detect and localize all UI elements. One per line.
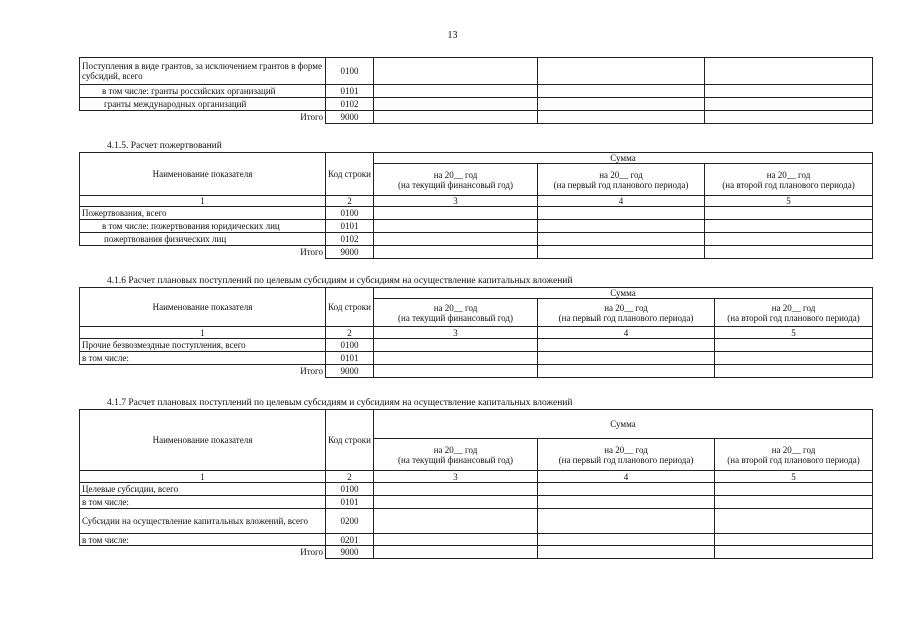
table-cell-empty	[715, 365, 873, 378]
table-cell-empty	[538, 509, 715, 534]
total-label: Итого	[80, 365, 326, 378]
header-year-plan2: на 20__ год (на второй год планового периода)	[715, 439, 873, 471]
column-number: 4	[538, 327, 715, 339]
column-number: 3	[374, 471, 538, 483]
table-cell-empty	[538, 98, 705, 111]
table-cell-code: 0200	[326, 509, 374, 534]
table-cell-empty	[374, 509, 538, 534]
header-sum: Сумма	[374, 153, 873, 164]
table-cell-empty	[538, 220, 705, 233]
total-code: 9000	[326, 546, 374, 559]
header-sum: Сумма	[374, 410, 873, 439]
table-cell-empty	[374, 365, 538, 378]
header-code: Код строки	[326, 153, 374, 196]
table-cell-empty	[715, 546, 873, 559]
header-year-current: на 20__ год (на текущий финансовый год)	[374, 299, 538, 327]
total-code: 9000	[326, 246, 374, 259]
table-cell-empty	[538, 58, 705, 85]
column-number: 3	[374, 196, 538, 207]
header-year-current: на 20__ год (на текущий финансовый год)	[374, 439, 538, 471]
table-cell-empty	[705, 233, 873, 246]
table-cell-code: 0201	[326, 534, 374, 546]
column-number: 4	[538, 196, 705, 207]
table-cell-code: 0100	[326, 339, 374, 352]
total-code: 9000	[326, 365, 374, 378]
table-cell-empty	[538, 111, 705, 124]
column-number: 5	[715, 471, 873, 483]
table-cell-empty	[374, 534, 538, 546]
column-number: 4	[538, 471, 715, 483]
other-receipts-table	[79, 287, 873, 378]
table-cell-empty	[538, 483, 715, 496]
table-cell-name: в том числе: пожертвования юридических лиц	[80, 220, 326, 233]
table-cell-name: Поступления в виде грантов, за исключением грантов в форме субсидий, всего	[80, 58, 326, 85]
target-subsidies-table	[79, 409, 873, 559]
header-year-current: на 20__ год (на текущий финансовый год)	[374, 164, 538, 196]
table-cell-empty	[374, 339, 538, 352]
table-cell-empty	[715, 534, 873, 546]
table-cell-empty	[374, 58, 538, 85]
table-cell-empty	[374, 246, 538, 259]
header-year-plan1: на 20__ год (на первый год планового периода)	[538, 299, 715, 327]
table-cell-empty	[715, 496, 873, 509]
table-cell-empty	[538, 85, 705, 98]
table-cell-code: 0101	[326, 352, 374, 365]
total-label: Итого	[80, 111, 326, 124]
column-number: 1	[80, 327, 326, 339]
table-cell-empty	[705, 246, 873, 259]
table-cell-code: 0100	[326, 58, 374, 85]
header-year-plan2: на 20__ год (на второй год планового периода)	[715, 299, 873, 327]
column-number: 3	[374, 327, 538, 339]
table-cell-empty	[538, 496, 715, 509]
table-cell-empty	[715, 339, 873, 352]
table-cell-empty	[374, 98, 538, 111]
table-cell-empty	[374, 220, 538, 233]
header-year-plan2: на 20__ год (на второй год планового периода)	[705, 164, 873, 196]
column-number: 2	[326, 471, 374, 483]
header-name: Наименование показателя	[80, 410, 326, 471]
table-cell-name: пожертвования физических лиц	[80, 233, 326, 246]
column-number: 5	[705, 196, 873, 207]
table-cell-name: Целевые субсидии, всего	[80, 483, 326, 496]
table-cell-empty	[538, 246, 705, 259]
section-heading-4-1-6: 4.1.6 Расчет плановых поступлений по целевым субсидиям и субсидиям на осуществление капитальных вложений	[107, 276, 573, 286]
table-cell-empty	[538, 339, 715, 352]
table-cell-name: гранты международных организаций	[80, 98, 326, 111]
column-number: 2	[326, 327, 374, 339]
table-cell-empty	[705, 111, 873, 124]
table-cell-empty	[538, 365, 715, 378]
table-cell-empty	[705, 98, 873, 111]
table-cell-empty	[705, 207, 873, 220]
column-number: 1	[80, 196, 326, 207]
table-cell-empty	[374, 85, 538, 98]
column-number: 5	[715, 327, 873, 339]
total-code: 9000	[326, 111, 374, 124]
header-year-plan1: на 20__ год (на первый год планового периода)	[538, 439, 715, 471]
table-cell-empty	[715, 352, 873, 365]
table-cell-code: 0101	[326, 220, 374, 233]
total-label: Итого	[80, 546, 326, 559]
table-cell-empty	[705, 220, 873, 233]
table-cell-name: Прочие безвозмездные поступления, всего	[80, 339, 326, 352]
table-cell-name: в том числе:	[80, 534, 326, 546]
table-cell-empty	[374, 546, 538, 559]
header-name: Наименование показателя	[80, 153, 326, 196]
header-year-plan1: на 20__ год (на первый год планового периода)	[538, 164, 705, 196]
column-number: 2	[326, 196, 374, 207]
header-code: Код строки	[326, 288, 374, 327]
table-cell-empty	[538, 546, 715, 559]
table-cell-name: в том числе: гранты российских организаций	[80, 85, 326, 98]
table-cell-empty	[538, 352, 715, 365]
table-cell-empty	[715, 509, 873, 534]
table-cell-empty	[374, 496, 538, 509]
table-cell-empty	[538, 233, 705, 246]
donations-table	[79, 152, 873, 259]
table-cell-empty	[374, 352, 538, 365]
table-cell-code: 0101	[326, 85, 374, 98]
section-heading-4-1-7: 4.1.7 Расчет плановых поступлений по целевым субсидиям и субсидиям на осуществление капитальных вложений	[107, 398, 573, 408]
total-label: Итого	[80, 246, 326, 259]
table-cell-empty	[374, 111, 538, 124]
table-cell-empty	[538, 207, 705, 220]
table-cell-empty	[705, 58, 873, 85]
table-cell-code: 0102	[326, 98, 374, 111]
table-cell-empty	[538, 534, 715, 546]
column-number: 1	[80, 471, 326, 483]
table-cell-empty	[374, 233, 538, 246]
table-cell-name: Субсидии на осуществление капитальных вложений, всего	[80, 509, 326, 534]
table-cell-name: Пожертвования, всего	[80, 207, 326, 220]
header-sum: Сумма	[374, 288, 873, 299]
table-cell-name: в том числе:	[80, 496, 326, 509]
section-heading-4-1-5: 4.1.5. Расчет пожертвований	[107, 141, 222, 151]
table-cell-code: 0100	[326, 483, 374, 496]
table-cell-empty	[374, 483, 538, 496]
grants-table	[79, 57, 873, 124]
table-cell-empty	[374, 207, 538, 220]
table-cell-empty	[705, 85, 873, 98]
header-name: Наименование показателя	[80, 288, 326, 327]
table-cell-empty	[715, 483, 873, 496]
table-cell-code: 0100	[326, 207, 374, 220]
table-cell-code: 0102	[326, 233, 374, 246]
table-cell-code: 0101	[326, 496, 374, 509]
header-code: Код строки	[326, 410, 374, 471]
page-number: 13	[447, 30, 458, 41]
table-cell-name: в том числе:	[80, 352, 326, 365]
